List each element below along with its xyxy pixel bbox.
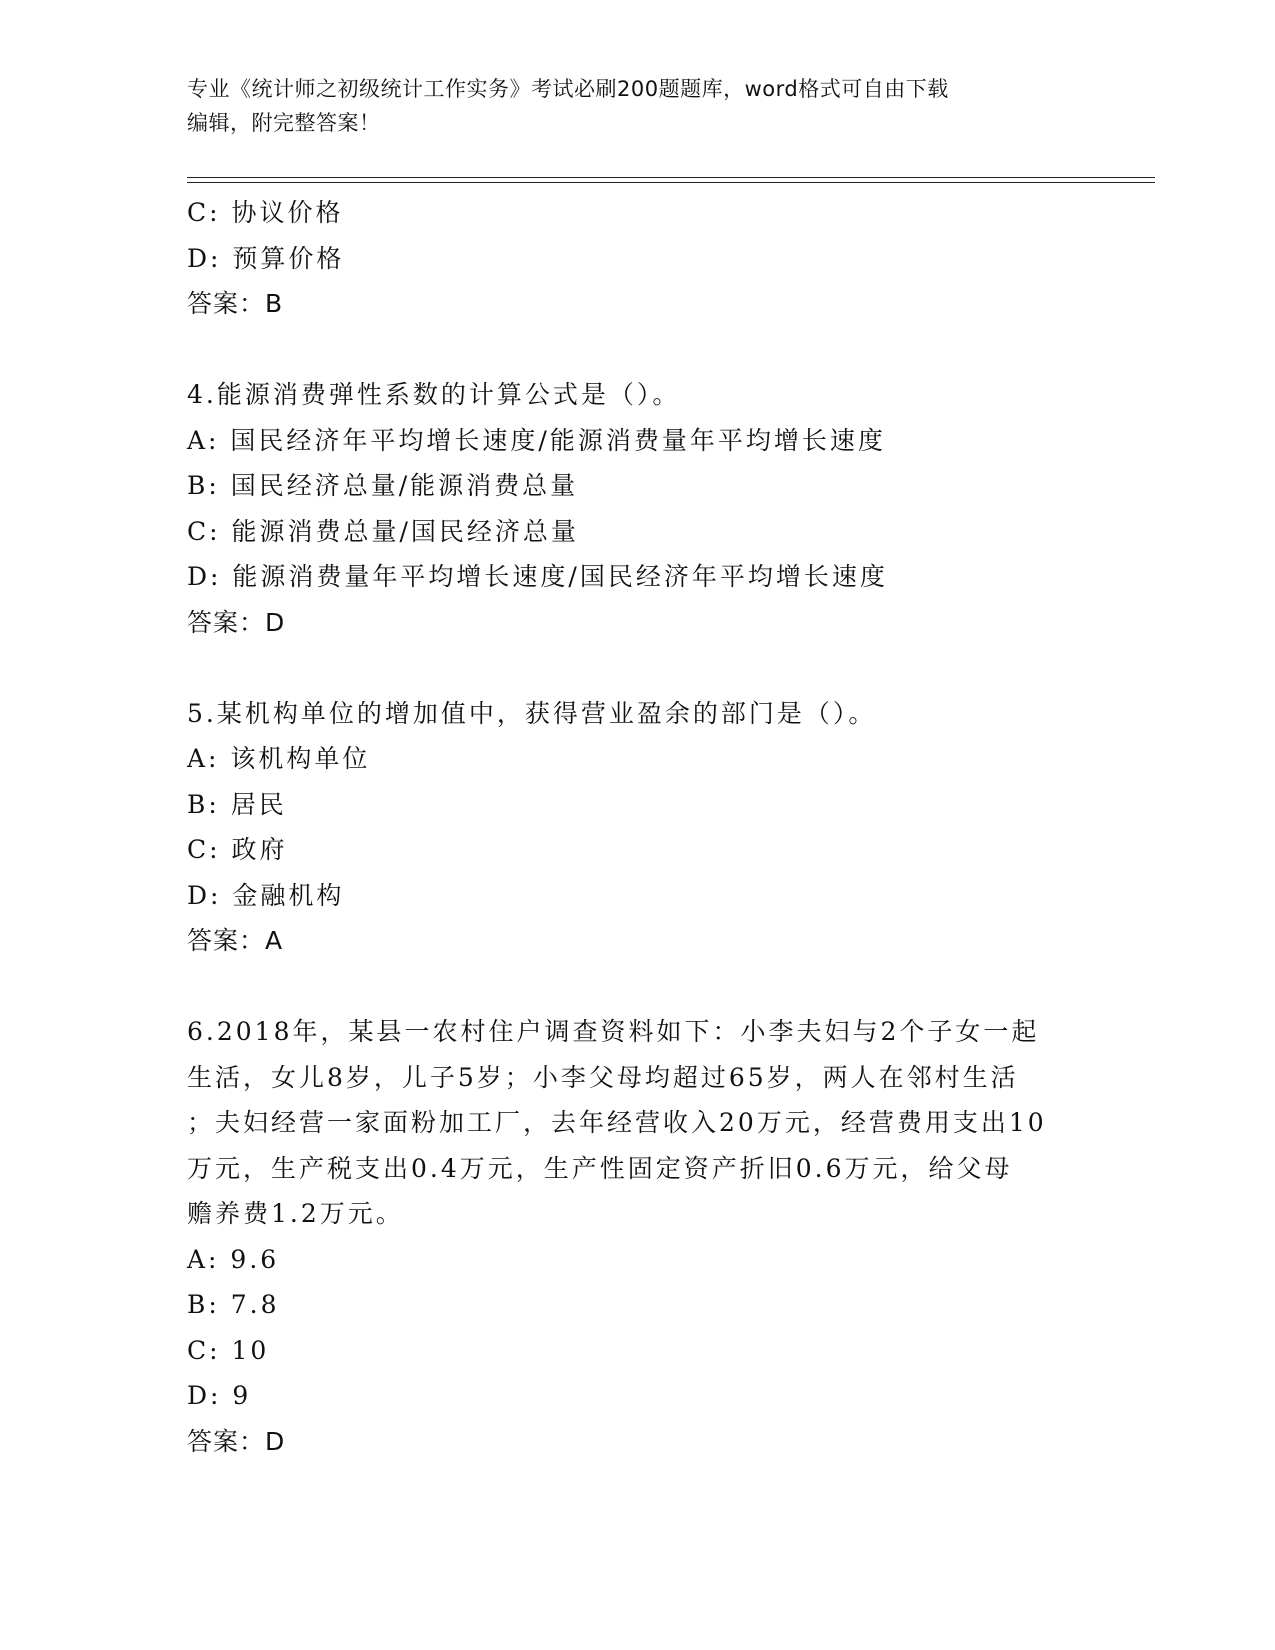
- q6-option-b: B: 7.8: [187, 1290, 280, 1319]
- question-list: [187, 190, 1087, 1464]
- spacer: [187, 964, 1087, 1010]
- q4-answer: 答案：D: [187, 607, 286, 637]
- header-line-2: 编辑，附完整答案！: [187, 111, 381, 135]
- q6-option-c: C: 10: [187, 1335, 270, 1365]
- q3-answer: 答案：B: [187, 289, 284, 318]
- document-header: [187, 72, 1067, 140]
- spacer: [187, 327, 1087, 373]
- q3-option-d: D: 预算价格: [187, 243, 345, 273]
- q6-stem-line-3: ；夫妇经营一家面粉加工厂，去年经营收入20万元，经营费用支出10: [187, 1108, 1047, 1137]
- q5-option-d: D: 金融机构: [187, 880, 345, 910]
- q5-option-a: A: 该机构单位: [187, 744, 371, 773]
- q4-stem: 4.能源消费弹性系数的计算公式是（）。: [187, 380, 681, 409]
- q6-stem-line-5: 赡养费1.2万元。: [187, 1199, 404, 1228]
- q4-option-d: D: 能源消费量年平均增长速度/国民经济年平均增长速度: [187, 562, 888, 591]
- q5-stem: 5.某机构单位的增加值中，获得营业盈余的部门是（）。: [187, 698, 877, 728]
- q6-stem-line-1: 6.2018年，某县一农村住户调查资料如下：小李夫妇与2个子女一起: [187, 1017, 1040, 1046]
- q6-stem-line-2: 生活，女儿8岁，儿子5岁；小李父母均超过65岁，两人在邻村生活: [187, 1062, 1019, 1092]
- header-divider-top: [187, 177, 1155, 178]
- header-divider-bottom: [187, 182, 1155, 183]
- header-line-1: 专业《统计师之初级统计工作实务》考试必刷200题题库，word格式可自由下载: [187, 77, 949, 101]
- q6-answer: 答案：D: [187, 1426, 286, 1456]
- q5-option-c: C: 政府: [187, 835, 288, 864]
- q4-option-b: B: 国民经济总量/能源消费总量: [187, 471, 579, 500]
- q6-option-a: A: 9.6: [187, 1244, 280, 1274]
- q6-stem: [187, 1009, 1067, 1237]
- q6-option-d: D: 9: [187, 1381, 252, 1410]
- q4-option-a: A: 国民经济年平均增长速度/能源消费量年平均增长速度: [187, 425, 886, 455]
- q4-option-c: C: 能源消费总量/国民经济总量: [187, 516, 579, 546]
- q6-stem-line-4: 万元，生产税支出0.4万元，生产性固定资产折旧0.6万元，给父母: [187, 1153, 1013, 1183]
- q5-answer: 答案：A: [187, 926, 284, 955]
- q5-option-b: B: 居民: [187, 789, 287, 819]
- spacer: [187, 645, 1087, 691]
- q3-option-c: C: 协议价格: [187, 198, 344, 227]
